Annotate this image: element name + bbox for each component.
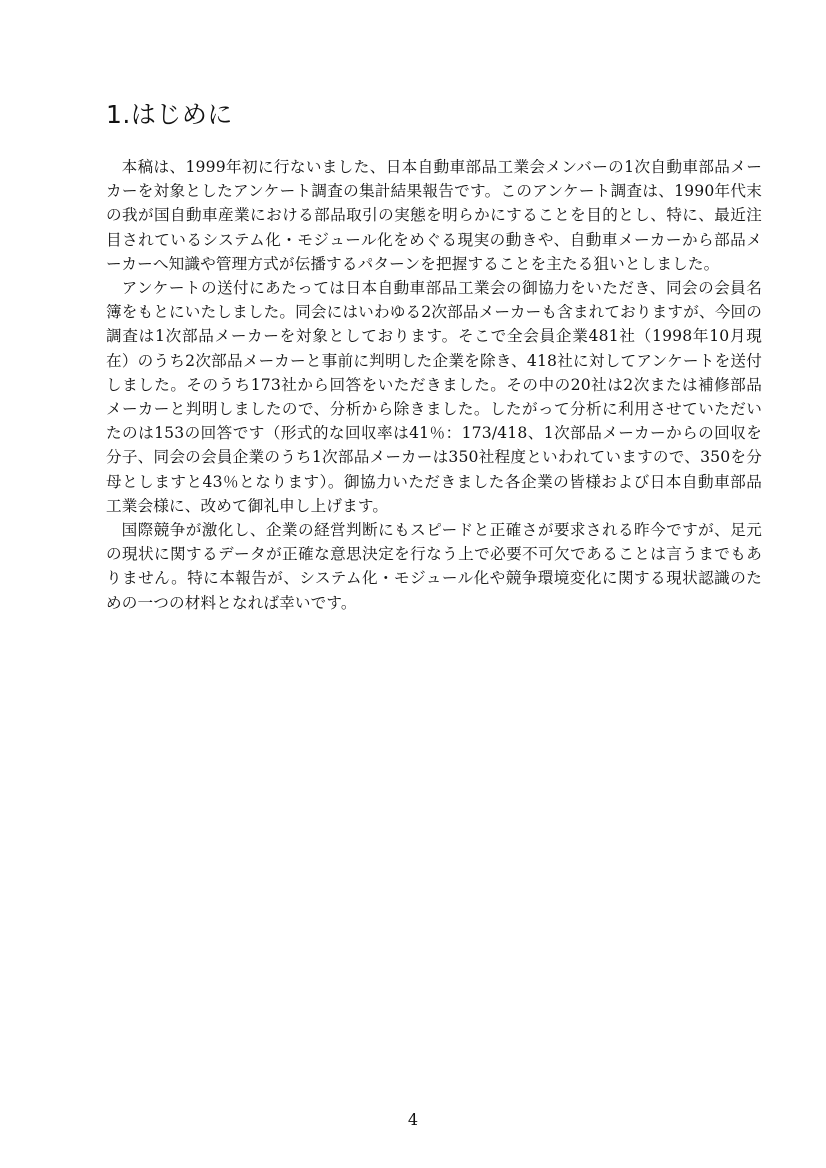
paragraph-closing: 国際競争が激化し、企業の経営判断にもスピードと正確さが要求される昨今ですが、足元の現状に関するデータが正確な意思決定を行なう上で必要不可欠であることは言うまでもありません。特に本報告が、システム化・モジュール化や競争環境変化に関する現状認識のための一つの材料となれば幸いです。 — [106, 521, 762, 612]
section-heading: 1.はじめに — [106, 100, 233, 129]
page-number: 4 — [407, 1110, 419, 1129]
paragraph-survey-overview: 本稿は、1999年初に行ないました、日本自動車部品工業会メンバーの1次自動車部品メーカーを対象としたアンケート調査の集計結果報告です。このアンケート調査は、1990年代末の我が国自動車産業における部品取引の実態を明らかにすることを目的とし、特に、最近注目されているシステム化・モジュール化をめぐる現実の動きや、自動車メーカーから部品メーカーへ知識や管理方式が伝播するパターンを把握することを主たる狙いとしました。 — [106, 158, 762, 273]
paragraph-survey-method: アンケートの送付にあたっては日本自動車部品工業会の御協力をいただき、同会の会員名簿をもとにいたしました。同会にはいわゆる2次部品メーカーも含まれておりますが、今回の調査は1次部品メーカーを対象としております。そこで全会員企業481社（1998年10月現在）のうち2次部品メーカーと事前に判明した企業を除き、418社に対してアンケートを送付しました。そのうち173社から回答をいただきました。その中の20社は2次または補修部品メーカーと判明しましたので、分析から除きました。したがって分析に利用させていただいたのは153の回答です（形式的な回収率は41％：173/418、1次部品メーカーからの回収を分子、同会の会員企業のうち1次部品メーカーは350社程度といわれていますので、350を分母としますと43％となります）。御協力いただきました各企業の皆様および日本自動車部品工業会様に、改めて御礼申し上げます。 — [106, 279, 762, 515]
body-text — [106, 155, 762, 615]
